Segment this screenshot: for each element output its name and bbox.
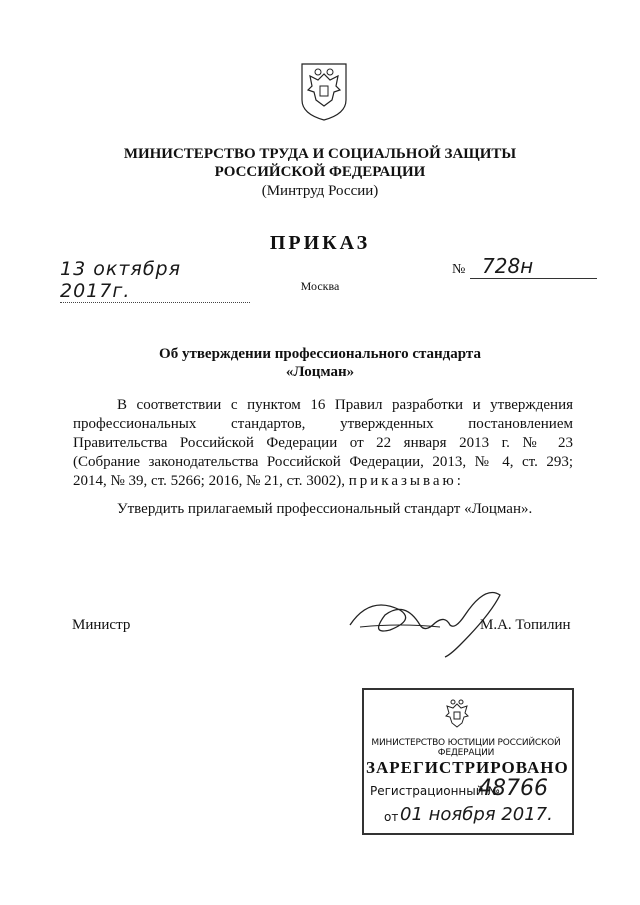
subject-line2: «Лоцман» xyxy=(285,364,355,380)
ministry-name-line1: МИНИСТЕРСТВО ТРУДА И СОЦИАЛЬНОЙ ЗАЩИТЫ xyxy=(123,146,517,162)
body-line-last xyxy=(73,472,573,491)
stamp-reg-label: Регистрационный № xyxy=(370,784,500,798)
ministry-name-line2: РОССИЙСКОЙ ФЕДЕРАЦИИ xyxy=(214,164,426,180)
signer-position: Министр xyxy=(72,617,131,633)
body-line: В соответствии с пунктом 16 Правил разработки и утверждения xyxy=(117,397,573,413)
order-number: 728н xyxy=(470,254,597,279)
body-paragraph-1 xyxy=(73,396,573,491)
order-number-label: № xyxy=(452,262,466,277)
body-citation: 2014, № 39, ст. 5266; 2016, № 21, ст. 3002), xyxy=(73,473,345,489)
order-date: 13 октября 2017г. xyxy=(60,258,250,303)
ministry-short-name: (Минтруд России) xyxy=(261,183,379,199)
signer-name: М.А. Топилин xyxy=(480,617,571,633)
order-directive: приказываю: xyxy=(348,473,464,489)
body-line: Правительства Российской Федерации от 22 января 2013 г. № 23 xyxy=(73,435,573,451)
body-paragraph-2: Утвердить прилагаемый профессиональный стандарт «Лоцман». xyxy=(117,501,533,517)
coat-of-arms-icon xyxy=(298,60,350,122)
body-line: (Собрание законодательства Российской Федерации, 2013, № 4, ст. 293; xyxy=(73,454,573,470)
stamp-date-label: от xyxy=(384,810,399,824)
stamp-date: 01 ноября 2017. xyxy=(400,804,553,825)
body-line: профессиональных стандартов, утвержденных постановлением xyxy=(73,416,573,432)
stamp-ministry: МИНИСТЕРСТВО ЮСТИЦИИ РОССИЙСКОЙ ФЕДЕРАЦИИ xyxy=(371,738,561,758)
stamp-coat-of-arms-icon xyxy=(440,696,474,736)
order-city: Москва xyxy=(300,279,340,293)
subject-line1: Об утверждении профессионального стандарта xyxy=(159,346,481,362)
order-title: ПРИКАЗ xyxy=(269,232,371,254)
stamp-registered: ЗАРЕГИСТРИРОВАНО xyxy=(366,758,569,777)
stamp-reg-number: 48766 xyxy=(478,776,548,801)
